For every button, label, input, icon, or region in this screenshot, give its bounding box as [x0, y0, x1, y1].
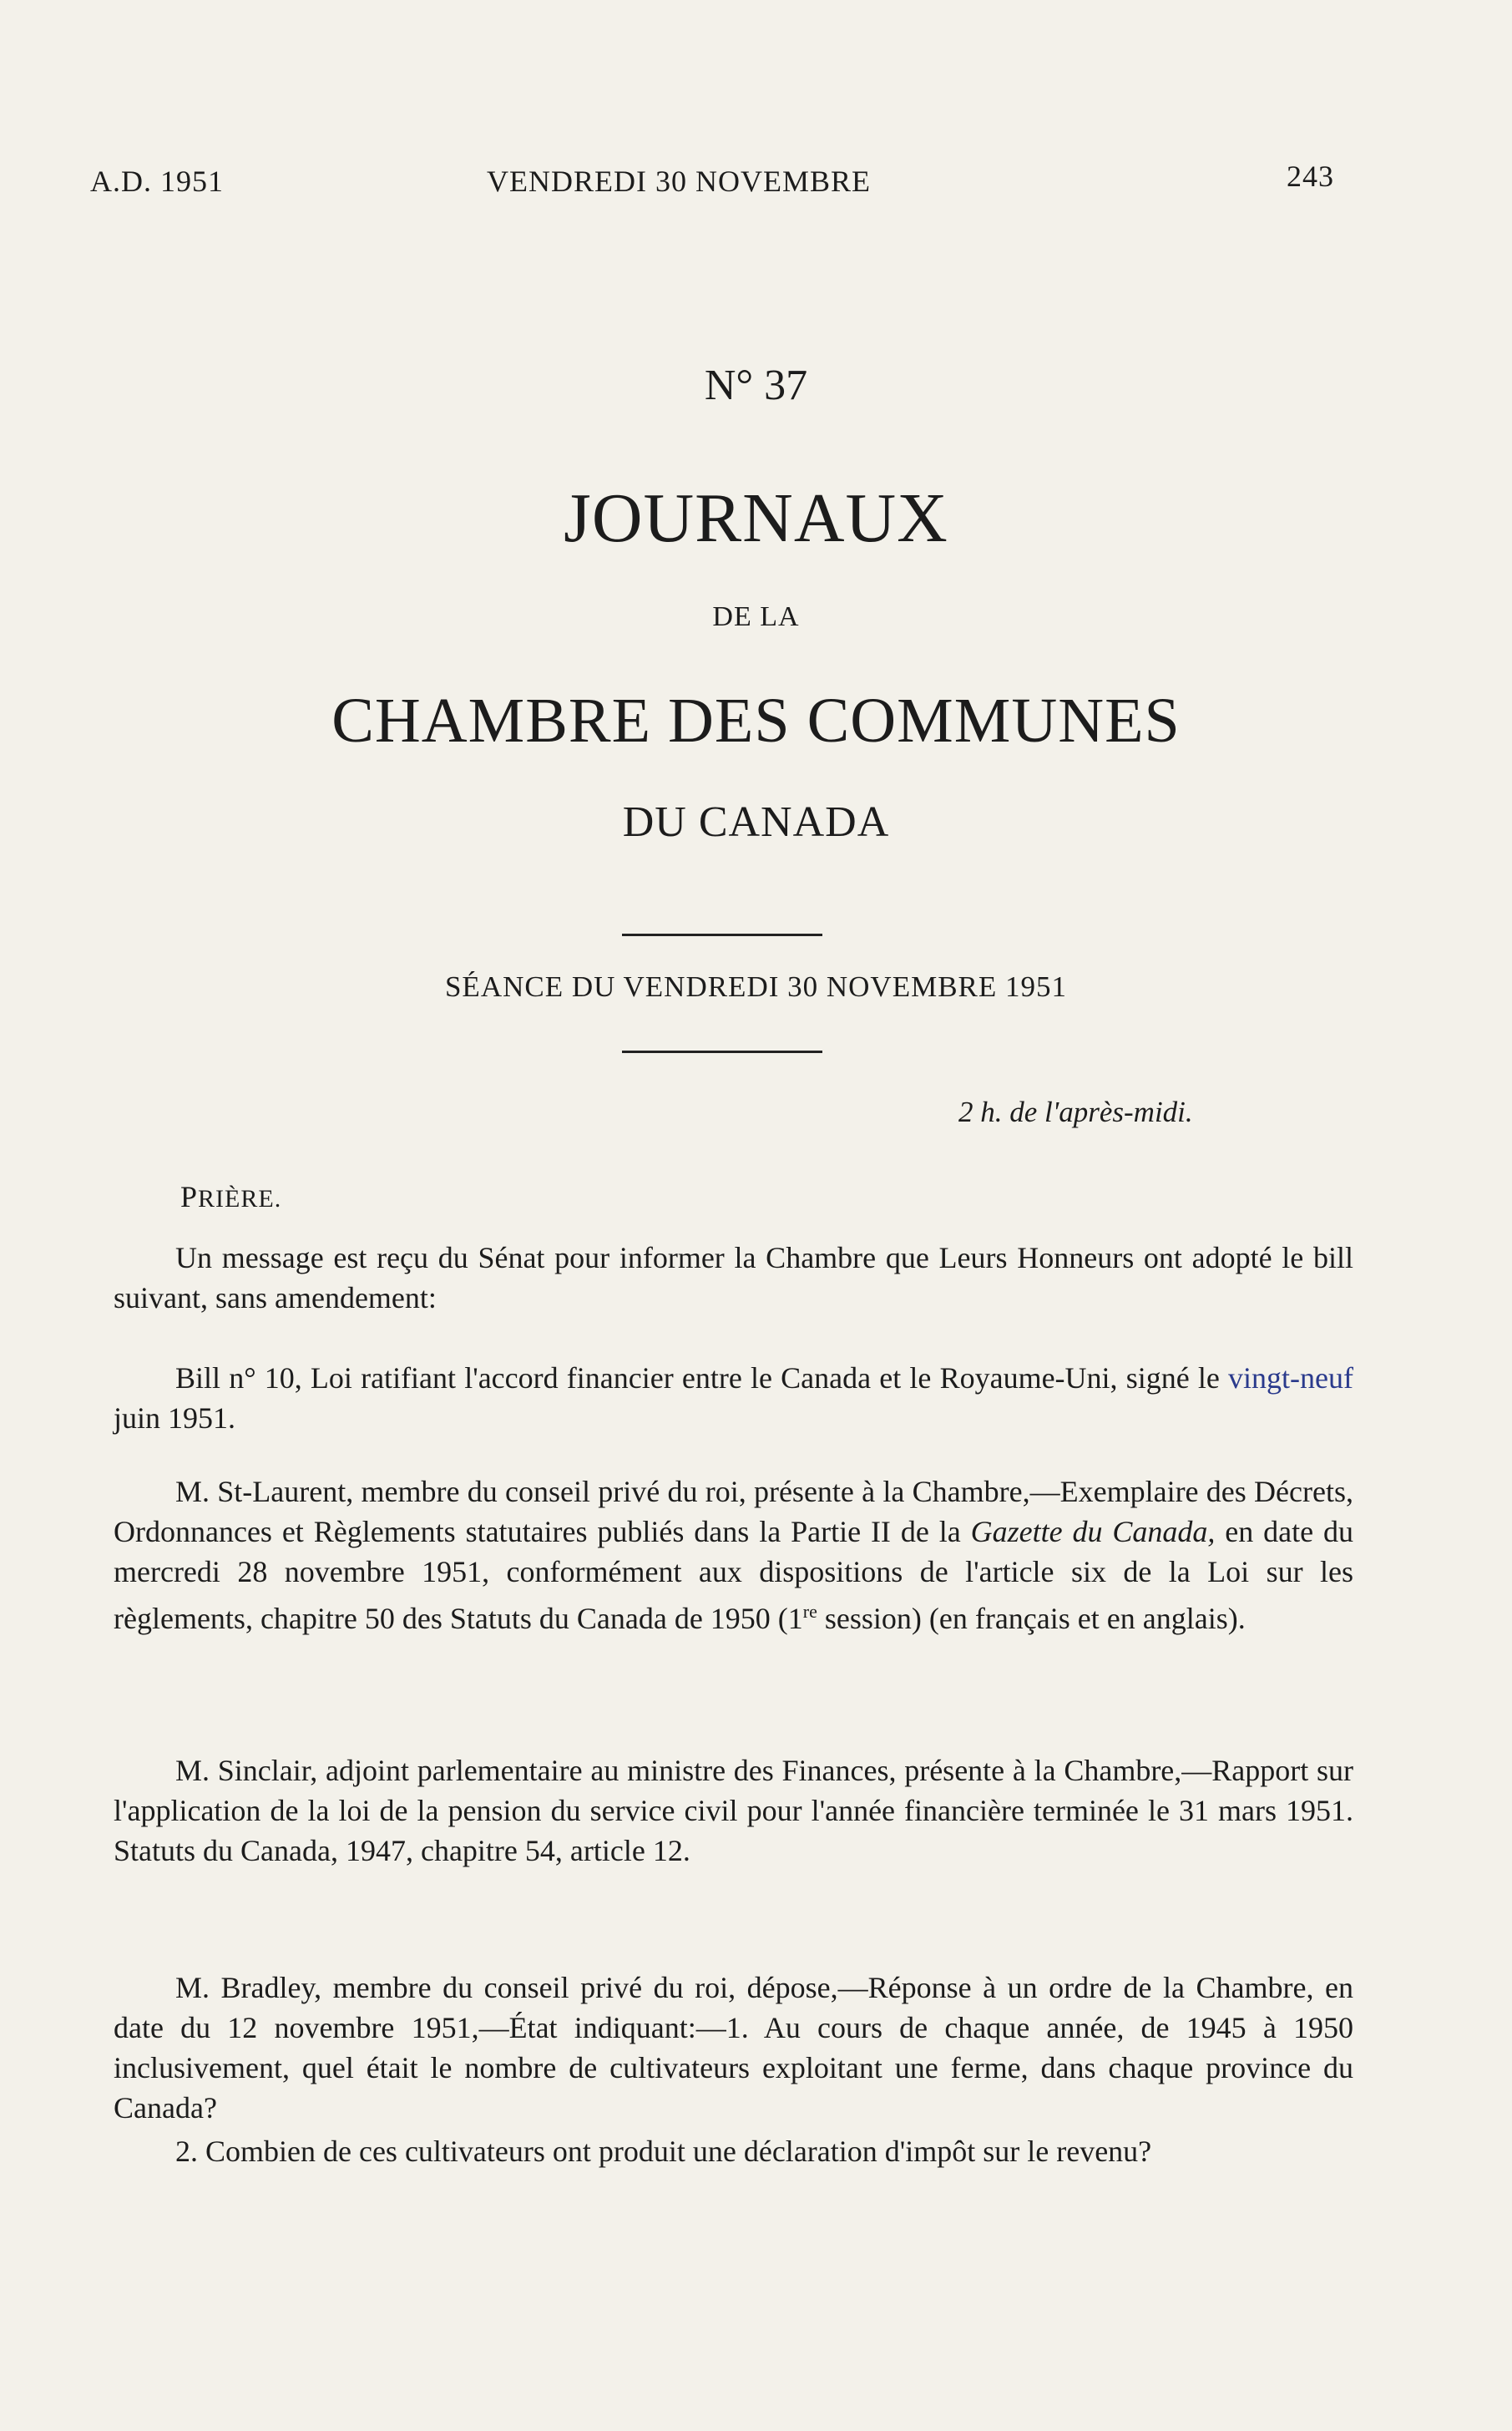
prayer-initial: P — [180, 1180, 199, 1213]
bradley-paragraph: M. Bradley, membre du conseil privé du roi, dépose,—Réponse à un ordre de la Chambre, en date du 12 novembre 1951,—État indiquant:—1. Au cours de chaque année, de 1945 à 1950 inclusivement, quel était le nombre de cultivateurs exploitant une ferme, dans chaque province du Canada? — [114, 1971, 1353, 2125]
sitting-heading: SÉANCE DU VENDREDI 30 NOVEMBRE 1951 — [444, 970, 1068, 1003]
prayer-rest: RIÈRE. — [198, 1185, 282, 1213]
header-date: VENDREDI 30 NOVEMBRE — [487, 165, 871, 198]
title-connector: DE LA — [712, 601, 800, 632]
session-superscript: re — [802, 1601, 817, 1622]
sitting-time: 2 h. de l'après-midi. — [958, 1096, 1193, 1128]
page-number: 243 — [1287, 160, 1334, 193]
bill-10-paragraph: Bill n° 10, Loi ratifiant l'accord financier entre le Canada et le Royaume-Uni, signé le vingt-neuf juin 1951. — [114, 1361, 1353, 1435]
prayer-heading — [180, 1179, 281, 1214]
running-header — [0, 160, 1512, 205]
sinclair-paragraph: M. Sinclair, adjoint parlementaire au ministre des Finances, présente à la Chambre,—Rapport sur l'application de la loi de la pension du service civil pour l'année financière terminée le 31 mars 1951. Statuts du Canada, 1947, chapitre 54, article 12. — [114, 1754, 1353, 1867]
journal-title: JOURNAUX — [564, 479, 948, 557]
st-laurent-paragraph: M. St-Laurent, membre du conseil privé du roi, présente à la Chambre,—Exemplaire des Décrets, Ordonnances et Règlements statutaires publiés dans la Partie II de la Gazette du Canada, en date du mercredi 28 novembre 1951, conformément aux dispositions de l'article six de la Loi sur les règlements, chapitre 50 des Statuts du Canada de 1950 (1re session) (en français et en anglais). — [114, 1475, 1353, 1635]
question-2-paragraph: 2. Combien de ces cultivateurs ont produit une déclaration d'impôt sur le revenu? — [175, 2135, 1152, 2168]
bottom-divider — [622, 1051, 822, 1053]
gazette-title: Gazette du Canada, — [970, 1515, 1216, 1548]
senate-message-paragraph: Un message est reçu du Sénat pour informer la Chambre que Leurs Honneurs ont adopté le bill suivant, sans amendement: — [114, 1241, 1353, 1314]
bill-date-link[interactable]: vingt-neuf — [1228, 1361, 1353, 1395]
header-year: A.D. 1951 — [90, 165, 224, 198]
issue-number: N° 37 — [704, 362, 808, 409]
top-divider — [622, 934, 822, 936]
country-title: DU CANADA — [622, 798, 890, 846]
chamber-title: CHAMBRE DES COMMUNES — [331, 686, 1181, 756]
